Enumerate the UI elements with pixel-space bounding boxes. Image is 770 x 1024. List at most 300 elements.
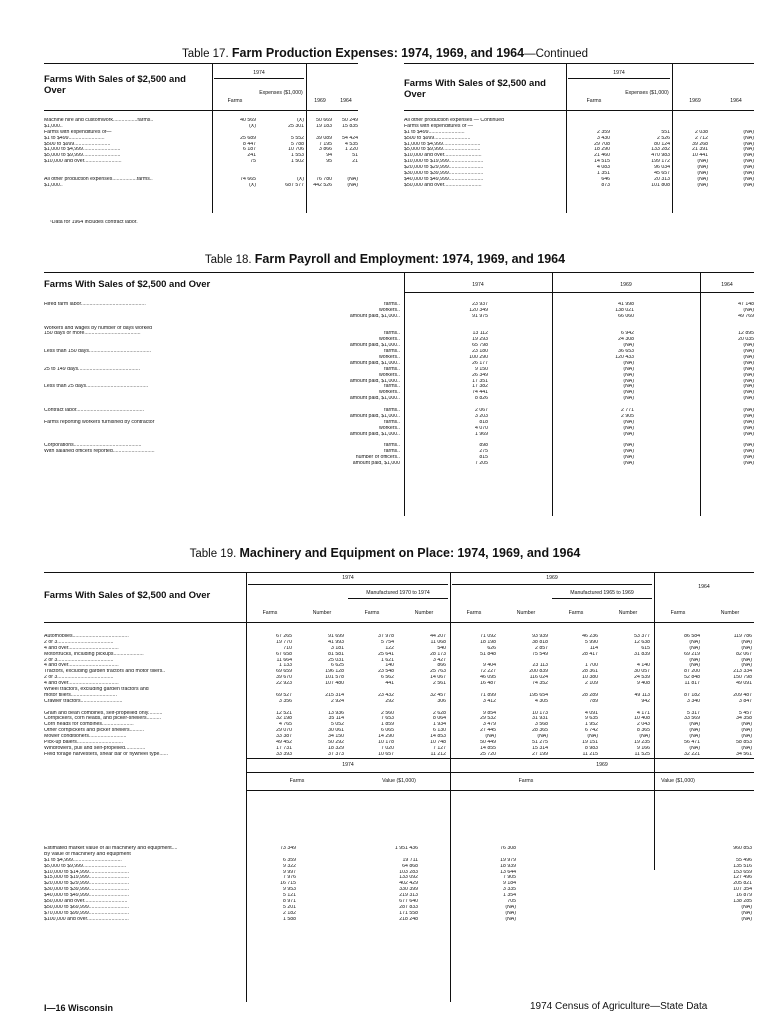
table-cell: 2 857 — [535, 645, 548, 651]
table-cell: 37 978 — [378, 634, 394, 639]
table-cell: 8 826 — [475, 396, 488, 402]
table-cell: (NA) — [639, 734, 650, 740]
table-cell: (NA) — [743, 147, 754, 153]
table-row-stub: $50,000 and over.......................... — [404, 182, 482, 188]
table-cell: 44 207 — [430, 634, 446, 639]
table-cell: 1 621 — [381, 657, 394, 663]
table-cell: (NA) — [587, 734, 598, 740]
table-cell: 5 552 — [291, 135, 304, 141]
t19-val-h-farms69: Farms — [518, 778, 534, 784]
table-row-unit: amount paid, $1,000.. — [349, 413, 400, 419]
table-cell: 8 983 — [585, 745, 598, 751]
table-cell: (NA) — [697, 171, 708, 177]
table-row-stub: $1,000 to $4,999.......................... — [404, 141, 481, 147]
table-cell: 25 641 — [378, 651, 394, 657]
table-cell: 23 937 — [472, 302, 488, 307]
t18-h1974: 1974 — [472, 282, 484, 288]
t18-stub-head: Farms With Sales of $2,500 and Over — [44, 279, 211, 290]
table-row-stub: Cornpickers, corn heads, and picker-shellers.......... — [44, 716, 162, 722]
table-cell: 5 052 — [331, 722, 344, 728]
table-cell: 11 664 — [276, 657, 292, 663]
table-row-stub: With salaried officers reported............................. — [44, 449, 155, 455]
table-row-stub: $1 to $499......................... — [404, 129, 465, 135]
t17-right-farms-col — [566, 118, 610, 189]
table-cell: 19 293 — [472, 337, 488, 343]
t19-h1974: 1974 — [342, 575, 354, 581]
t19-h-number: Number — [312, 610, 332, 616]
table-cell: 687 577 — [285, 182, 304, 188]
table-cell: 51 275 — [532, 740, 548, 746]
table-cell: 1 553 — [291, 153, 304, 159]
table-cell: 213 334 — [733, 669, 752, 675]
table-cell: 19 711 — [402, 857, 418, 863]
table-cell: 1 934 — [433, 722, 446, 728]
t19-val-h1974: 1974 — [342, 762, 354, 768]
table-cell: 9 953 — [283, 887, 296, 893]
table-row-stub: Tractors, excluding garden tractors and motor tillers.. — [44, 669, 166, 675]
table-cell: (NA) — [743, 378, 754, 384]
table-cell: 107 354 — [733, 887, 752, 893]
table-row-unit: farms.. — [384, 331, 400, 337]
table-cell: 46 236 — [582, 634, 598, 639]
table-row-unit: workers.. — [378, 355, 400, 361]
table-cell: 49 113 — [634, 692, 650, 698]
table-cell: 4 171 — [637, 710, 650, 716]
table-cell: (NA) — [743, 419, 754, 425]
t19-column — [502, 634, 548, 758]
table-cell: 196 128 — [325, 669, 344, 675]
table-cell: 7 127 — [433, 745, 446, 751]
table-cell: (NA) — [697, 182, 708, 188]
table-cell: 9 635 — [585, 716, 598, 722]
table-cell: 10 706 — [288, 147, 304, 153]
table-cell: 13 644 — [500, 869, 516, 875]
table-cell: 4 091 — [585, 710, 598, 716]
table-cell: 2 109 — [585, 681, 598, 687]
table-cell: 9 322 — [283, 863, 296, 869]
table-cell: 36 653 — [618, 349, 634, 355]
table-cell: 17 382 — [472, 384, 488, 390]
table-cell: (NA) — [741, 657, 752, 663]
table-cell: 10 173 — [532, 710, 548, 716]
table-cell: 101 808 — [651, 182, 670, 188]
table-cell: (NA) — [743, 413, 754, 419]
table-cell: 7 976 — [283, 875, 296, 881]
table-cell: 7 653 — [381, 716, 394, 722]
table-row-unit: workers.. — [378, 390, 400, 396]
table-cell: 32 221 — [684, 751, 700, 757]
table-18-heading: Farm Payroll and Employment: — [254, 252, 439, 266]
table-cell: 22 923 — [276, 681, 292, 687]
t19-stub-head: Farms With Sales of $2,500 and Over — [44, 590, 211, 601]
table-row-unit: farms.. — [384, 366, 400, 372]
table-cell: 54 424 — [342, 135, 358, 141]
table-cell: 153 659 — [733, 869, 752, 875]
table-row-stub: Farms with expenditures of— — [44, 129, 112, 135]
table-row-stub: All other production expenses — Continued — [404, 118, 505, 123]
t19-val-stub-col — [44, 846, 244, 923]
table-row-stub: Mower conditioners.......................... — [44, 734, 127, 740]
table-cell: 150 798 — [733, 675, 752, 681]
t17-right-h1974: 1974 — [613, 70, 625, 76]
table-row-stub: $100,000 and over............................. — [44, 916, 129, 922]
table-cell: 25 301 — [288, 123, 304, 129]
table-cell: (NA) — [743, 355, 754, 361]
t19-h-number: Number — [516, 610, 536, 616]
table-cell: 3 356 — [279, 698, 292, 704]
table-cell: 18 329 — [328, 745, 344, 751]
table-row-stub: 2 or 3....................................... — [44, 657, 114, 663]
t18-1974-col — [404, 302, 488, 467]
table-cell: 69 659 — [276, 669, 292, 675]
table-row-stub: Other cornpickers and picker shellers.......... — [44, 728, 145, 734]
table-cell: 50 449 — [480, 740, 496, 746]
table-17-heading: Farm Production Expenses: — [231, 46, 398, 60]
table-cell: 3 430 — [597, 135, 610, 141]
table-cell: 31 931 — [532, 716, 548, 722]
t17-right-h-exp: Expenses ($1,000) — [625, 90, 669, 96]
table-row-unit: farms.. — [384, 419, 400, 425]
table-cell: 287 833 — [399, 904, 418, 910]
table-row-unit: workers.. — [378, 307, 400, 313]
table-cell: 30 057 — [634, 669, 650, 675]
table-cell: 28 173 — [430, 651, 446, 657]
table-cell: (NA) — [689, 657, 700, 663]
table-cell: (NA) — [623, 431, 634, 437]
t17-left-farms-col — [212, 118, 256, 189]
t17-left-1969-col — [306, 118, 332, 189]
table-cell: (NA) — [623, 378, 634, 384]
t17-right-h1964: 1964 — [730, 98, 742, 104]
table-cell: 14 290 — [378, 734, 394, 740]
table-19-heading: Machinery and Equipment on Place: — [239, 546, 455, 560]
t17-left-stub-col — [44, 118, 210, 189]
t17-left-1964-col — [334, 118, 358, 189]
table-cell: 34 561 — [736, 751, 752, 757]
table-cell: 28 289 — [582, 692, 598, 698]
table-cell: 114 — [589, 645, 598, 651]
t19-h-farms: Farms — [670, 610, 686, 616]
table-cell: (NA) — [743, 461, 754, 467]
table-cell: 677 640 — [399, 899, 418, 905]
table-cell: 219 313 — [399, 893, 418, 899]
table-cell: 4 070 — [475, 425, 488, 431]
table-row-unit: farms.. — [384, 449, 400, 455]
table-cell: 64 868 — [402, 863, 418, 869]
table-cell: 71 899 — [480, 692, 496, 698]
table-cell: 120 349 — [469, 307, 488, 313]
table-cell: 215 314 — [325, 692, 344, 698]
table-cell: 30 061 — [328, 728, 344, 734]
table-cell: 3 866 — [319, 147, 332, 153]
table-cell: 9 997 — [283, 869, 296, 875]
table-cell: 41 993 — [328, 639, 344, 645]
table-cell: (NA) — [741, 734, 752, 740]
t19-h-number: Number — [414, 610, 434, 616]
table-cell: 74 665 — [240, 176, 256, 182]
table-cell: 14 067 — [430, 675, 446, 681]
table-cell: 96 034 — [654, 165, 670, 171]
table-row-stub: Contract labor............................................... — [44, 408, 145, 414]
table-cell: 818 — [479, 419, 488, 425]
table-cell: (X) — [297, 176, 304, 182]
t17-left-h-exp: Expenses ($1,000) — [259, 90, 303, 96]
table-cell: (NA) — [623, 455, 634, 461]
table-cell: 9 166 — [637, 745, 650, 751]
table-cell: 51 — [352, 153, 358, 159]
table-cell: 4 535 — [345, 141, 358, 147]
table-cell: 45 657 — [654, 171, 670, 177]
table-cell: 5 788 — [291, 141, 304, 147]
table-cell: 2 771 — [621, 408, 634, 414]
table-cell: 626 — [487, 645, 496, 651]
table-cell: 28 361 — [582, 669, 598, 675]
t19-column — [246, 634, 292, 758]
table-cell: 13 112 — [472, 331, 488, 337]
t19-h-farms: Farms — [466, 610, 482, 616]
table-cell: (NA) — [743, 165, 754, 171]
table-row-stub: $10,000 to $19,999........................ — [404, 159, 484, 165]
table-cell: (NA) — [623, 419, 634, 425]
table-cell: 1 969 — [475, 431, 488, 437]
table-cell: 56 471 — [684, 740, 700, 746]
table-cell: (NA) — [623, 343, 634, 349]
table-cell: 116 024 — [529, 675, 548, 681]
table-cell: 615 — [641, 645, 650, 651]
table-cell: 31 839 — [634, 651, 650, 657]
table-cell: 25 689 — [240, 135, 256, 141]
table-row-stub: Wheel tractors, excluding garden tractors and — [44, 687, 149, 693]
table-cell: 199 172 — [651, 159, 670, 165]
table-cell: (NA) — [623, 390, 634, 396]
t17-right-stub-col — [404, 118, 564, 189]
table-cell: 25 763 — [430, 669, 446, 675]
table-17-label: Table 17. — [181, 48, 229, 60]
t19-val-value69-col — [602, 846, 752, 923]
table-cell: 1 588 — [283, 916, 296, 922]
table-row-unit: farms.. — [384, 408, 400, 414]
table-cell: 58 853 — [736, 740, 752, 746]
table-cell: 10 657 — [378, 751, 394, 757]
table-cell: 275 — [479, 449, 488, 455]
table-cell: 9 408 — [637, 681, 650, 687]
t17-left-h1974: 1974 — [253, 70, 265, 76]
table-row-stub: $500 to $999......................... — [44, 141, 111, 147]
table-cell: 705 — [507, 899, 516, 905]
table-cell: (NA) — [743, 141, 754, 147]
table-row-stub: Pick-up balers................................ — [44, 740, 123, 746]
table-18-label: Table 18. — [204, 254, 252, 266]
table-cell: 73 349 — [280, 846, 296, 851]
table-cell: 1 351 — [597, 171, 610, 177]
table-cell: 2 182 — [283, 910, 296, 916]
table-cell: 9 150 — [475, 366, 488, 372]
table-cell: 5 754 — [381, 639, 394, 645]
table-cell: 209 487 — [733, 692, 752, 698]
table-cell: 2 712 — [695, 135, 708, 141]
table-cell: 16 487 — [480, 681, 496, 687]
table-cell: (NA) — [743, 159, 754, 165]
table-cell: 49 091 — [736, 681, 752, 687]
table-cell: 7 905 — [503, 875, 516, 881]
table-cell: 32 457 — [430, 692, 446, 698]
table-cell: 29 532 — [480, 716, 496, 722]
table-cell: 6 942 — [621, 331, 634, 337]
table-row-stub: motor tillers................................ — [44, 692, 117, 698]
table-cell: (NA) — [689, 745, 700, 751]
t17-footnote: ¹Data for 1964 includes contract labor. — [50, 220, 138, 225]
table-cell: 7 205 — [475, 461, 488, 467]
table-cell: 26 177 — [472, 360, 488, 366]
table-cell: 1 354 — [503, 893, 516, 899]
table-row-unit: amount paid, $1,000.. — [349, 378, 400, 384]
table-row-unit: farms.. — [384, 384, 400, 390]
table-cell: 46 095 — [480, 675, 496, 681]
table-cell: 17 731 — [276, 745, 292, 751]
table-cell: (NA) — [537, 734, 548, 740]
table-cell: (NA) — [689, 663, 700, 669]
table-row-stub: 4 and over................................... — [44, 645, 119, 651]
table-cell: 122 — [385, 645, 394, 651]
table-cell: (NA) — [623, 425, 634, 431]
table-17-continued: —Continued — [524, 48, 589, 60]
table-cell: 6 130 — [433, 728, 446, 734]
table-cell: 67 265 — [276, 634, 292, 639]
table-cell: 16 715 — [280, 881, 296, 887]
table-cell: 2 067 — [475, 408, 488, 414]
t19-h-number: Number — [720, 610, 740, 616]
table-cell: 306 — [437, 698, 446, 704]
table-cell: 81 581 — [328, 651, 344, 657]
t17-right-stub-head: Farms With Sales of $2,500 and Over — [404, 78, 546, 100]
table-cell: (NA) — [743, 455, 754, 461]
table-cell: 20 313 — [654, 176, 670, 182]
table-row-unit: amount paid, $1,000.. — [349, 313, 400, 319]
table-row-unit: amount paid, $1,000.. — [349, 431, 400, 437]
table-cell: (NA) — [743, 372, 754, 378]
table-cell: 2 038 — [695, 129, 708, 135]
table-row-stub: 4 and over................................... — [44, 663, 119, 669]
table-cell: (NA) — [623, 366, 634, 372]
table-cell: (NA) — [741, 904, 752, 910]
table-cell: 23 548 — [378, 669, 394, 675]
table-cell: 292 — [385, 698, 394, 704]
table-cell: (NA) — [689, 734, 700, 740]
t19-column — [450, 634, 496, 758]
table-cell: 3 479 — [483, 722, 496, 728]
table-cell: 5 201 — [283, 904, 296, 910]
table-cell: 133 282 — [651, 147, 670, 153]
table-cell: (NA) — [743, 443, 754, 449]
table-cell: 94 — [326, 153, 332, 159]
table-cell: 1 700 — [585, 663, 598, 669]
table-cell: (NA) — [623, 443, 634, 449]
table-cell: 35 114 — [328, 716, 344, 722]
t19-column — [604, 634, 650, 758]
table-row-stub: 25 to 149 days........................................... — [44, 366, 141, 372]
table-cell: 33 387 — [276, 734, 292, 740]
table-cell: 5 317 — [687, 710, 700, 716]
table-cell: 82 067 — [736, 651, 752, 657]
table-cell: 10 748 — [430, 740, 446, 746]
t19-val-h1969: 1969 — [596, 762, 608, 768]
table-row-stub: Less than 25 days........................................... — [44, 384, 149, 390]
table-row-stub: $20,000 to $29,999............................ — [44, 881, 130, 887]
table-row-stub: Windrowers, pull and self-propelled.............. — [44, 745, 146, 751]
table-cell: 646 — [601, 176, 610, 182]
table-row-stub: 4 and over................................... — [44, 681, 119, 687]
table-cell: (NA) — [743, 384, 754, 390]
table-cell: 26 349 — [472, 372, 488, 378]
table-cell: 171 558 — [399, 910, 418, 916]
table-cell: 1 502 — [291, 159, 304, 165]
table-cell: 8 971 — [283, 899, 296, 905]
t17-left-h-farms: Farms — [227, 98, 243, 104]
table-cell: 33 393 — [276, 751, 292, 757]
table-cell: 67 658 — [276, 651, 292, 657]
table-cell: 710 — [283, 645, 292, 651]
table-cell: 50 249 — [342, 118, 358, 123]
table-row-stub: Farms reporting workers furnished by contractor — [44, 419, 155, 425]
t19-val-h-value69: Value ($1,000) — [661, 778, 695, 784]
table-cell: 103 283 — [399, 869, 418, 875]
table-cell: 86 584 — [684, 634, 700, 639]
table-cell: 866 — [437, 663, 446, 669]
t18-1969-col — [552, 302, 634, 467]
table-cell: 11 212 — [430, 751, 446, 757]
table-row-stub: $70,000 to $99,999............................ — [44, 910, 130, 916]
table-cell: 10 408 — [634, 716, 650, 722]
table-cell: 10 380 — [582, 675, 598, 681]
table-cell: 140 — [385, 663, 394, 669]
table-cell: 69 219 — [684, 651, 700, 657]
table-row-stub: $10,000 and over.......................... — [404, 153, 482, 159]
table-cell: 52 848 — [684, 675, 700, 681]
t19-h-farms: Farms — [262, 610, 278, 616]
table-19-title — [0, 546, 770, 560]
table-cell: 33 569 — [684, 716, 700, 722]
table-row-stub: 2 or 3....................................... — [44, 639, 114, 645]
table-cell: 69 527 — [276, 692, 292, 698]
table-cell: 6 187 — [243, 147, 256, 153]
table-cell: 402 429 — [399, 881, 418, 887]
table-cell: (X) — [249, 182, 256, 188]
table-cell: 18 290 — [594, 147, 610, 153]
table-cell: 18 939 — [500, 863, 516, 869]
table-cell: (NA) — [743, 153, 754, 159]
table-cell: 1 133 — [279, 663, 292, 669]
table-cell: 9 854 — [483, 710, 496, 716]
table-cell: 898 — [479, 443, 488, 449]
table-cell: 138 285 — [733, 899, 752, 905]
table-cell: (NA) — [697, 165, 708, 171]
table-cell: 4 305 — [535, 698, 548, 704]
table-cell: 2 526 — [657, 135, 670, 141]
t19-h-number: Number — [618, 610, 638, 616]
table-cell: 18 198 — [480, 639, 496, 645]
table-cell: 6 742 — [585, 728, 598, 734]
table-cell: 76 308 — [500, 846, 516, 851]
t19-h1969: 1969 — [546, 575, 558, 581]
table-row-unit: amount paid, $1,000.. — [349, 343, 400, 349]
table-cell: 2 043 — [637, 722, 650, 728]
table-row-stub: $1,000 to $4,999.......................... — [44, 147, 121, 153]
table-cell: 21 — [352, 159, 358, 165]
table-cell: 23 180 — [472, 349, 488, 355]
table-cell: (NA) — [741, 728, 752, 734]
table-cell: 13 936 — [328, 710, 344, 716]
table-row-stub: $30,000 to $39,999........................ — [404, 171, 484, 177]
